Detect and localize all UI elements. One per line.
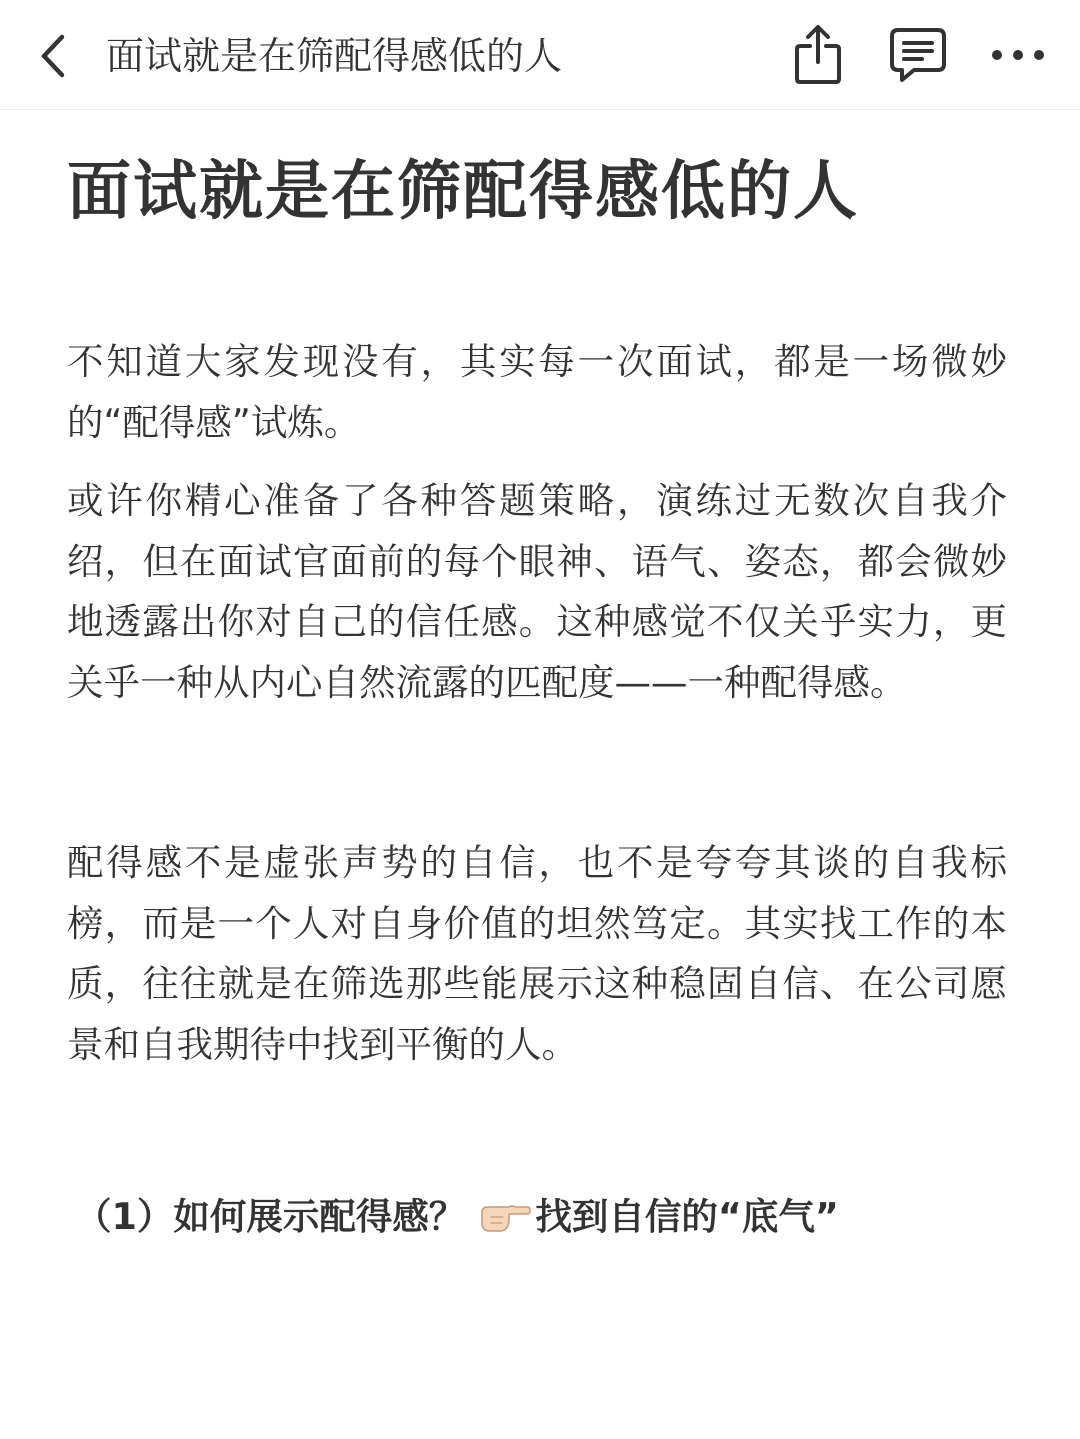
more-button[interactable]	[986, 20, 1050, 90]
share-button[interactable]	[786, 20, 850, 90]
top-nav-bar	[0, 0, 1080, 110]
article-body	[67, 140, 1007, 1247]
paragraph-1: 不知道大家发现没有，其实每一次面试，都是一场微妙的“配得感”试炼。	[67, 340, 1007, 444]
more-icon	[991, 48, 1045, 62]
back-icon	[38, 33, 68, 79]
section-heading-suffix: 找到自信的“底气”	[535, 1195, 839, 1238]
comment-icon	[888, 26, 948, 84]
share-icon	[792, 24, 844, 86]
paragraph-2: 或许你精心准备了各种答题策略，演练过无数次自我介绍，但在面试官面前的每个眼神、语气、姿态，都会微妙地透露出你对自己的信任感。这种感觉不仅关乎实力，更关乎一种从内心自然流露的匹配度——一种配得感。	[67, 479, 1007, 704]
article-title: 面试就是在筛配得感低的人	[67, 155, 859, 229]
section-heading	[75, 1187, 1007, 1247]
pointing-hand-icon	[479, 1197, 531, 1237]
back-button[interactable]	[28, 24, 78, 88]
section-heading-prefix: （1）如何展示配得感？	[75, 1195, 466, 1238]
paragraph-3: 配得感不是虚张声势的自信，也不是夸夸其谈的自我标榜，而是一个人对自身价值的坦然笃定。其实找工作的本质，往往就是在筛选那些能展示这种稳固自信、在公司愿景和自我期待中找到平衡的人。	[67, 841, 1007, 1066]
nav-title: 面试就是在筛配得感低的人	[106, 34, 563, 78]
comment-button[interactable]	[886, 20, 950, 90]
